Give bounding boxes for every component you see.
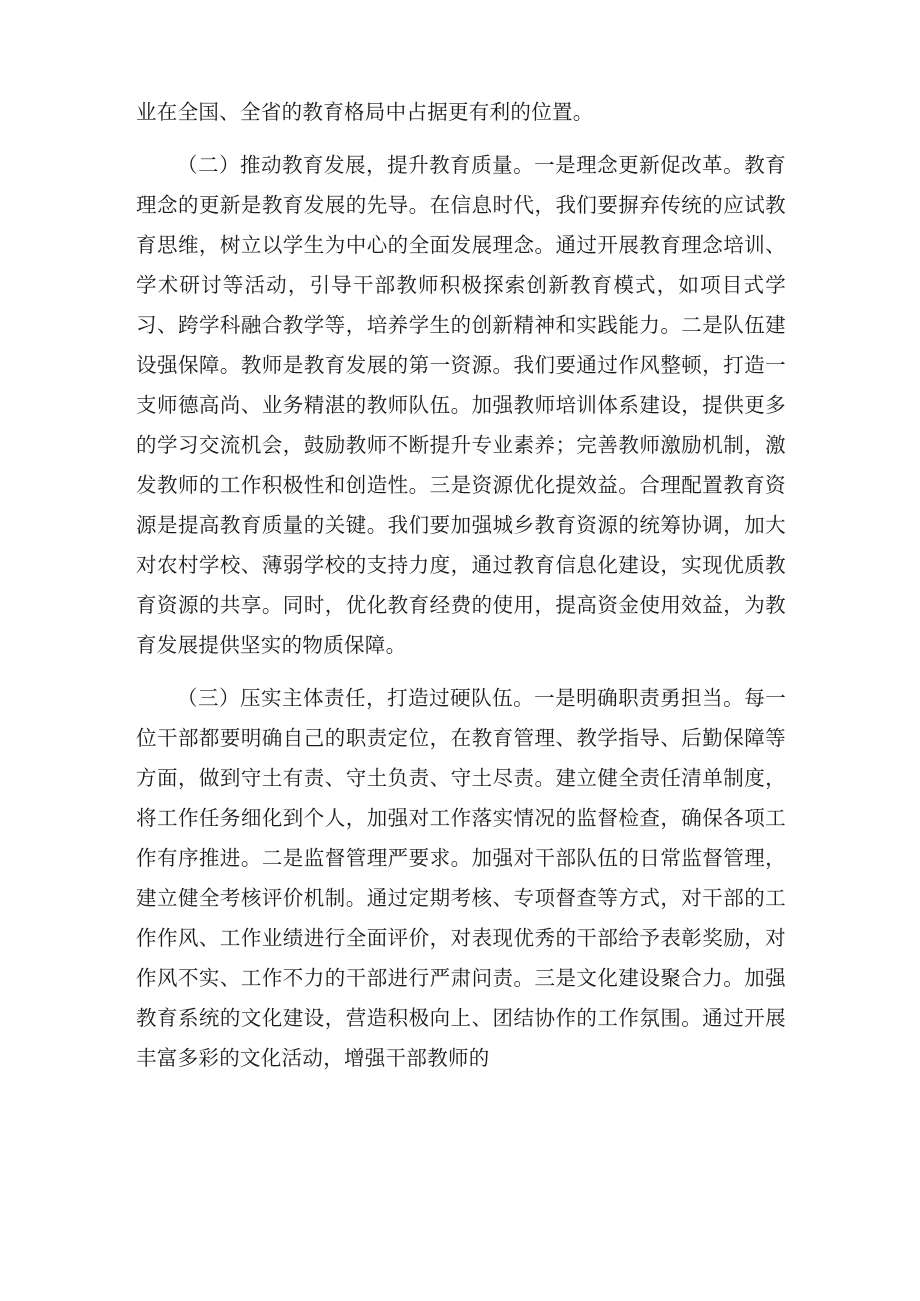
paragraph-section-three: （三）压实主体责任，打造过硬队伍。一是明确职责勇担当。每一位干部都要明确自己的职责定位，在教育管理、教学指导、后勤保障等方面，做到守土有责、守土负责、守土尽责。建立健全责任清单制度，将工作任务细化到个人，加强对工作落实情况的监督检查，确保各项工作有序推进。二是监督管理严要求。加强对干部队伍的日常监督管理，建立健全考核评价机制。通过定期考核、专项督查等方式，对干部的工作作风、工作业绩进行全面评价，对表现优秀的干部给予表彰奖励，对作风不实、工作不力的干部进行严肃问责。三是文化建设聚合力。加强教育系统的文化建设，营造积极向上、团结协作的工作氛围。通过开展丰富多彩的文化活动，增强干部教师的 <box>136 686 786 1070</box>
paragraph-section-two: （二）推动教育发展，提升教育质量。一是理念更新促改革。教育理念的更新是教育发展的先导。在信息时代，我们要摒弃传统的应试教育思维，树立以学生为中心的全面发展理念。通过开展教育理念培训、学术研讨等活动，引导干部教师积极探索创新教育模式，如项目式学习、跨学科融合教学等，培养学生的创新精神和实践能力。二是队伍建设强保障。教师是教育发展的第一资源。我们要通过作风整顿，打造一支师德高尚、业务精湛的教师队伍。加强教师培训体系建设，提供更多的学习交流机会，鼓励教师不断提升专业素养；完善教师激励机制，激发教师的工作积极性和创造性。三是资源优化提效益。合理配置教育资源是提高教育质量的关键。我们要加强城乡教育资源的统筹协调，加大对农村学校、薄弱学校的支持力度，通过教育信息化建设，实现优质教育资源的共享。同时，优化教育经费的使用，提高资金使用效益，为教育发展提供坚实的物质保障。 <box>136 153 786 657</box>
document-body <box>136 92 786 1091</box>
paragraph-continuation: 业在全国、全省的教育格局中占据更有利的位置。 <box>136 100 594 124</box>
